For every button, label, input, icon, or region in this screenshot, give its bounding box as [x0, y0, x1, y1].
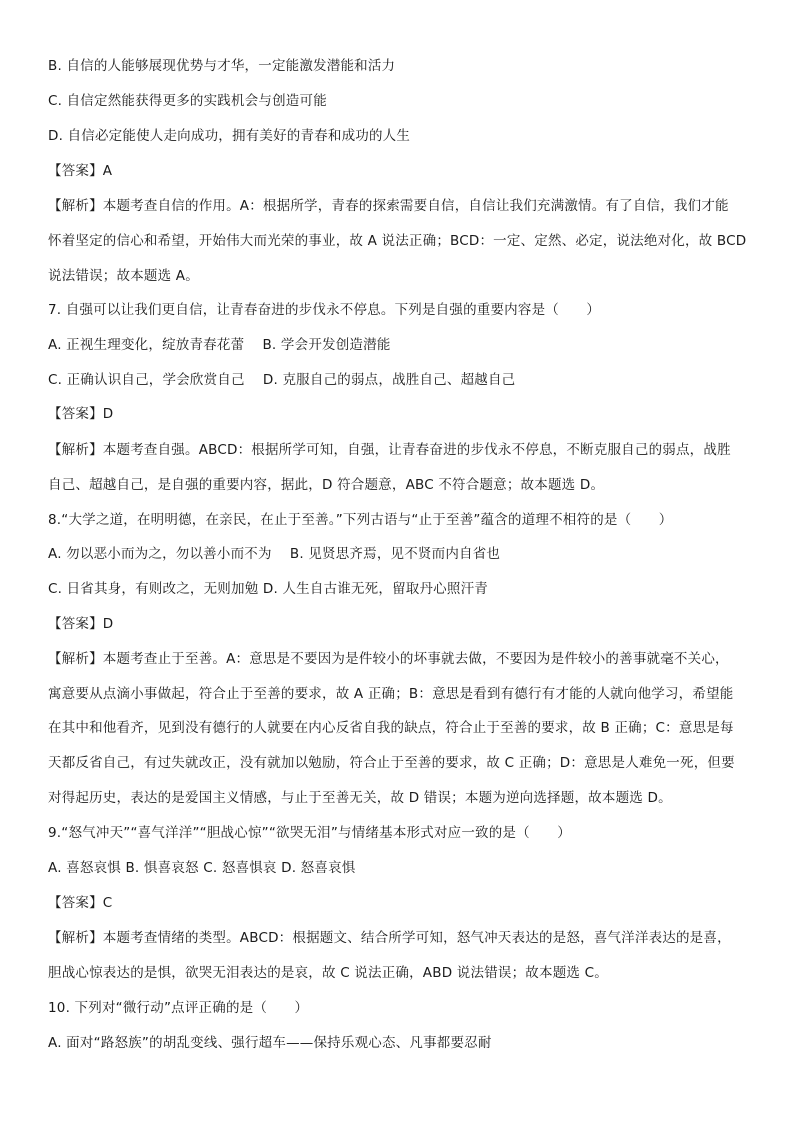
analysis-6-line-1: 【解析】本题考查自信的作用。A：根据所学，青春的探索需要自信，自信让我们充满激情。有了自信，我们才能: [48, 198, 729, 214]
analysis-8-line-2: 寓意要从点滴小事做起，符合止于至善的要求，故 A 正确；B：意思是看到有德行有才能的人就向他学习，希望能: [48, 686, 734, 702]
analysis-9-line-1: 【解析】本题考查情绪的类型。ABCD：根据题文、结合所学可知，怒气冲天表达的是怒，喜气洋洋表达的是喜，: [48, 930, 731, 946]
answer-8: 【答案】D: [48, 616, 114, 632]
answer-7: 【答案】D: [48, 406, 114, 422]
analysis-8-line-1: 【解析】本题考查止于至善。A：意思是不要因为是件较小的坏事就去做，不要因为是件较小的善事就毫不关心，: [48, 651, 729, 667]
analysis-7-line-2: 自己、超越自己，是自强的重要内容，据此，D 符合题意，ABC 不符合题意；故本题选 D。: [48, 477, 605, 493]
analysis-6-line-2: 怀着坚定的信心和希望，开始伟大而光荣的事业，故 A 说法正确；BCD：一定、定然、必定，说法绝对化，故 BCD: [48, 233, 747, 249]
question-8: 8.“大学之道，在明明德，在亲民，在止于至善。”下列古语与“止于至善”蕴含的道理不相符的是（ ）: [48, 512, 673, 528]
analysis-8-line-3: 在其中和他看齐，见到没有德行的人就要在内心反省自我的缺点，符合止于至善的要求，故 B 正确；C：意思是每: [48, 720, 734, 736]
analysis-6-line-3: 说法错误；故本题选 A。: [48, 268, 199, 284]
analysis-8-line-4: 天都反省自己，有过失就改正，没有就加以勉励，符合止于至善的要求，故 C 正确；D：意思是人难免一死，但要: [48, 755, 735, 771]
question-8-options-ab: A. 勿以恶小而为之，勿以善小而不为 B. 见贤思齐焉，见不贤而内自省也: [48, 546, 501, 562]
analysis-8-line-5: 对得起历史，表达的是爱国主义情感，与止于至善无关，故 D 错误；本题为逆向选择题，故本题选 D。: [48, 790, 672, 806]
question-7-options-ab: A. 正视生理变化，绽放青春花蕾 B. 学会开发创造潜能: [48, 337, 391, 353]
question-7-options-cd: C. 正确认识自己，学会欣赏自己 D. 克服自己的弱点，战胜自己、超越自己: [48, 372, 516, 388]
question-8-options-cd: C. 日省其身，有则改之，无则加勉 D. 人生自古谁无死，留取丹心照汗青: [48, 581, 488, 597]
question-10-option-a: A. 面对“路怒族”的胡乱变线、强行超车——保持乐观心态、凡事都要忍耐: [48, 1035, 492, 1051]
option-c: C. 自信定然能获得更多的实践机会与创造可能: [48, 93, 327, 109]
analysis-9-line-2: 胆战心惊表达的是惧，欲哭无泪表达的是哀，故 C 说法正确，ABD 说法错误；故本题选 C。: [48, 965, 608, 981]
question-7: 7. 自强可以让我们更自信，让青春奋进的步伐永不停息。下列是自强的重要内容是（ ）: [48, 302, 601, 318]
question-9-options: A. 喜怒哀惧 B. 惧喜哀怒 C. 怒喜惧哀 D. 怒喜哀惧: [48, 860, 356, 876]
answer-9: 【答案】C: [48, 895, 113, 911]
analysis-7-line-1: 【解析】本题考查自强。ABCD：根据所学可知，自强，让青春奋进的步伐永不停息，不断克服自己的弱点，战胜: [48, 442, 731, 458]
option-d: D. 自信必定能使人走向成功，拥有美好的青春和成功的人生: [48, 128, 411, 144]
answer-6: 【答案】A: [48, 163, 113, 179]
option-b: B. 自信的人能够展现优势与才华，一定能激发潜能和活力: [48, 58, 396, 74]
question-10: 10. 下列对“微行动”点评正确的是（ ）: [48, 1000, 309, 1016]
question-9: 9.“怒气冲天”“喜气洋洋”“胆战心惊”“欲哭无泪”与情绪基本形式对应一致的是（ ）: [48, 825, 571, 841]
